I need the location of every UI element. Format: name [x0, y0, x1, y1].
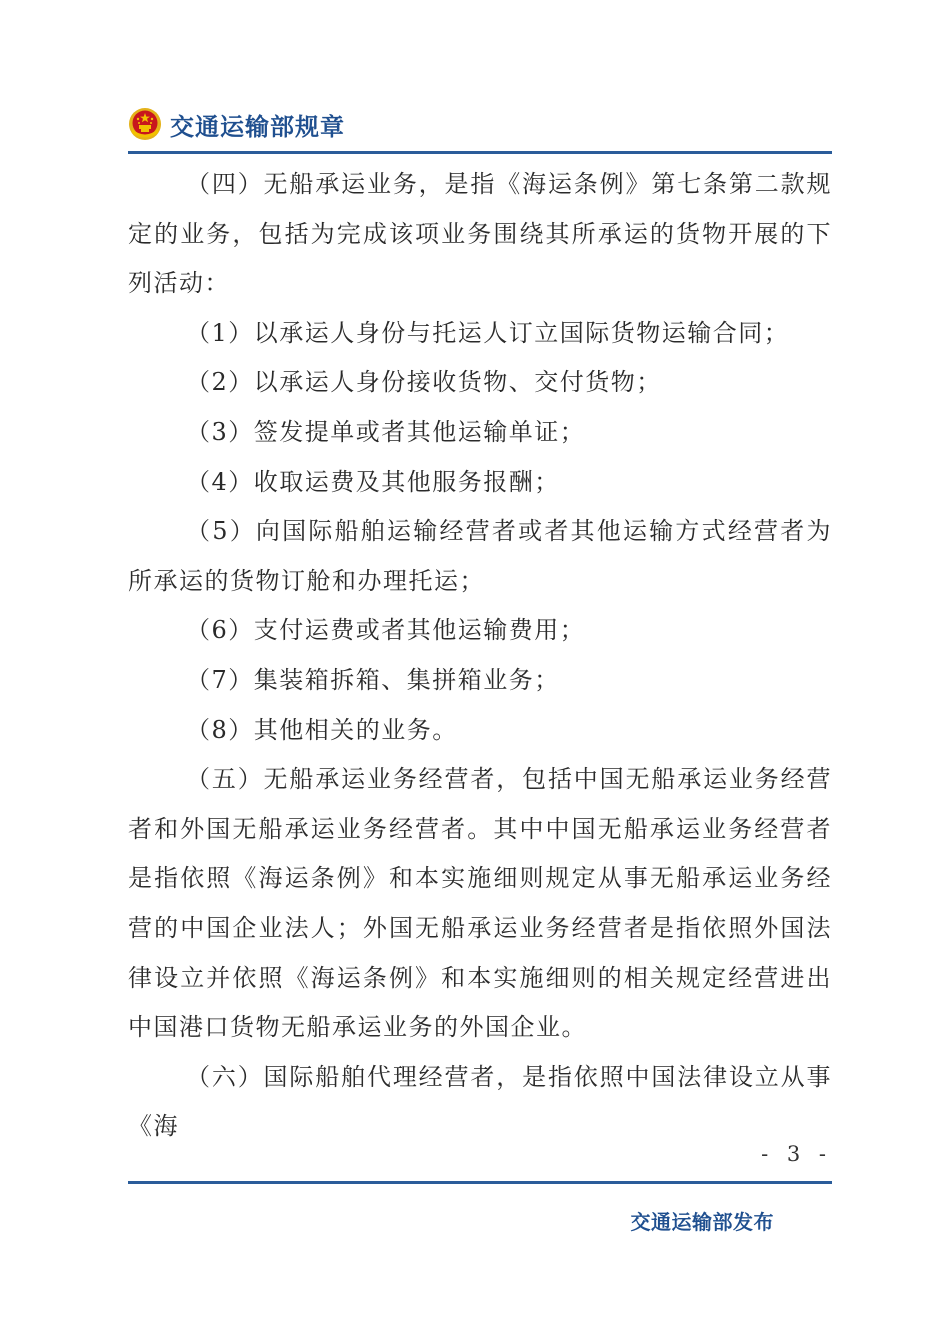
- list-item-6: （6）支付运费或者其他运输费用；: [186, 616, 586, 645]
- footer-divider: [128, 1181, 832, 1184]
- list-item-5: （5）向国际船舶运输经营者或者其他运输方式经营者为所承运的货物订舱和办理托运；: [128, 517, 832, 595]
- list-item-3: （3）签发提单或者其他运输单证；: [186, 417, 586, 446]
- document-body: [128, 160, 832, 1152]
- list-item-2: （2）以承运人身份接收货物、交付货物；: [186, 368, 662, 397]
- paragraph-5: （五）无船承运业务经营者，包括中国无船承运业务经营者和外国无船承运业务经营者。其中中国无船承运业务经营者是指依照《海运条例》和本实施细则规定从事无船承运业务经营的中国企业法人；外国无船承运业务经营者是指依照外国法律设立并依照《海运条例》和本实施细则的相关规定经营进出中国港口货物无船承运业务的外国企业。: [128, 765, 832, 1042]
- list-item-4: （4）收取运费及其他服务报酬；: [186, 467, 560, 496]
- list-item-7: （7）集装箱拆箱、集拼箱业务；: [186, 665, 560, 694]
- page-number: - 3 -: [761, 1142, 832, 1166]
- paragraph-6: （六）国际船舶代理经营者，是指依照中国法律设立从事《海: [128, 1062, 832, 1141]
- header-title: 交通运输部规章: [170, 112, 345, 141]
- list-item-1: （1）以承运人身份与托运人订立国际货物运输合同；: [186, 318, 790, 347]
- footer-publisher: 交通运输部发布: [630, 1210, 774, 1234]
- paragraph-4: （四）无船承运业务，是指《海运条例》第七条第二款规定的业务，包括为完成该项业务围绕其所承运的货物开展的下列活动：: [128, 170, 832, 298]
- list-item-8: （8）其他相关的业务。: [186, 715, 458, 744]
- national-emblem-icon: [128, 107, 162, 141]
- header-divider: [128, 151, 832, 154]
- page-header: [128, 100, 345, 148]
